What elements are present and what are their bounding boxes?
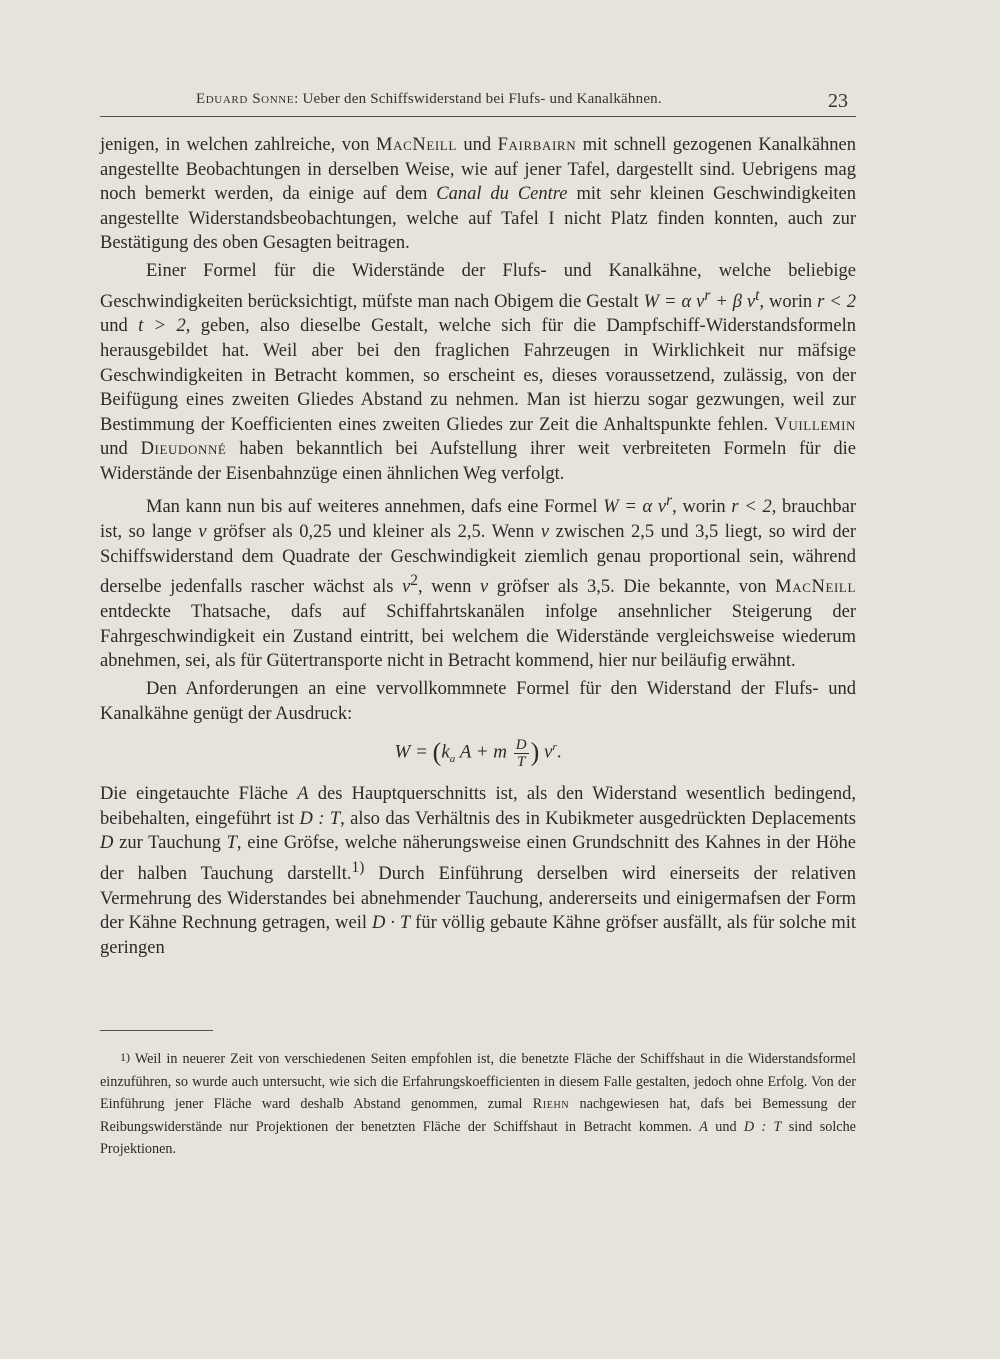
exponent: t: [755, 286, 760, 304]
text-run: Die eingetauchte Fläche: [100, 784, 298, 805]
inline-formula: D · T: [371, 913, 411, 934]
variable: v: [479, 577, 489, 598]
author-name: Riehn: [532, 1096, 570, 1113]
formula-k-subscript: a: [449, 753, 456, 766]
variable: v: [198, 522, 207, 543]
text-run: und: [100, 316, 139, 337]
text-run: sind solche Projektionen.: [100, 1118, 856, 1158]
body-text: [100, 133, 856, 961]
text-run: und: [456, 135, 498, 155]
paragraph-2: [100, 259, 856, 487]
inline-formula: D : T: [299, 808, 341, 829]
variable: v: [402, 577, 411, 598]
text-run: entdeckte Thatsache, dafs auf Schiffahrtskanälen infolge ansehnlicher Steigerung der Fahrgeschwindigkeit ein Zustand eintritt, bei welchem die Widerstände vergleichsweise wiederum abnehmen, sei, als für Gütertransporte nicht in Betracht kommend, hier nur beiläufig erwähnt.: [100, 602, 856, 672]
author-name: MacNeill: [775, 577, 856, 598]
inline-formula: D : T: [743, 1118, 782, 1135]
formula-fraction: [514, 737, 529, 770]
text-run: Den Anforderungen an eine vervollkommnete Formel für den Widerstand der Flufs- und Kanalkähne genügt der Ausdruck:: [100, 678, 856, 724]
formula-k: k: [441, 741, 450, 763]
text-run: Man kann nun bis auf weiteres annehmen, dafs eine Formel: [146, 497, 604, 518]
paragraph-3: [100, 489, 856, 673]
formula-paren-open: (: [432, 737, 442, 767]
footnote-marker: 1): [120, 1050, 130, 1064]
text-run: Weil in neuerer Zeit von verschiedenen Seiten empfohlen ist, die benetzte Fläche der Schiffshaut in die Widerstandsformel einzuführen, so wurde auch untersucht, wie sich die Erfahrungskoefficienten in diesem Falle gestalten, jedoch ohne Erfolg. Von der Einführung jener Fläche ward deshalb Abstand genommen, zumal: [100, 1051, 856, 1113]
author-name: Vuillemin: [774, 414, 856, 435]
variable: v: [540, 522, 550, 543]
text-run: , also das Verhältnis des in Kubikmeter ausgedrückten Deplacements: [340, 808, 856, 829]
footnote-divider: [100, 1030, 213, 1031]
canal-name: Canal du Centre: [436, 184, 568, 205]
text-run: mit schnell gezogenen Kanalkähnen angestellte Beobachtungen in derselben Weise, wie auf jener Tafel, dargestellt sind. Uebrigens mag noch bemerkt werden, da einige auf dem: [100, 135, 856, 205]
header-title-text: : Ueber den Schiffswiderstand bei Flufs- und Kanalkähnen.: [294, 91, 662, 107]
exponent: 2: [410, 572, 418, 590]
author-name: Fairbairn: [497, 135, 577, 155]
text-run: für völlig gebaute Kähne gröfser ausfällt, als für solche mit geringen: [100, 913, 856, 958]
variable: D: [100, 833, 114, 854]
text-run: des Hauptquerschnitts ist, als den Widerstand wesentlich bedingend, beibehalten, eingeführt ist: [100, 784, 857, 829]
text-run: jenigen, in welchen zahlreiche, von: [100, 135, 377, 155]
text-run: , brauchbar ist, so lange: [100, 497, 856, 543]
fraction-numerator: D: [515, 736, 527, 753]
text-run: , eine Gröfse, welche näherungsweise einen Grundschnitt des Kahnes in der Höhe der halben Tauchung darstellt.: [100, 833, 856, 885]
running-header: [100, 88, 856, 117]
text-run: nachgewiesen hat, dafs bei Bemessung der Reibungswiderstände nur Projektionen der benetzten Fläche der Schiffshaut in Betracht kommen.: [100, 1096, 857, 1135]
inline-formula: r < 2: [817, 291, 856, 312]
text-run: haben bekanntlich bei Aufstellung ihrer weit verbreiteten Formeln für die Widerstände der Eisenbahnzüge einen ähnlichen Weg verfolgt.: [100, 439, 856, 484]
variable: A: [297, 784, 309, 805]
page-number: 23: [828, 90, 848, 112]
author-name: Dieudonné: [140, 439, 227, 460]
variable: T: [226, 833, 237, 854]
footnote: [100, 1046, 856, 1161]
inline-formula: W = α v: [643, 291, 705, 312]
text-run: und: [707, 1118, 744, 1135]
display-formula: [100, 730, 856, 776]
paragraph-4: [100, 677, 856, 726]
paragraph-5: [100, 782, 856, 960]
paragraph-1: [100, 133, 856, 256]
text-run: gröfser als 3,5. Die bekannte, von: [488, 577, 776, 598]
formula-exponent: r: [552, 741, 557, 754]
formula-term: A + m: [455, 741, 512, 763]
inline-formula: W = α v: [603, 497, 667, 518]
text-run: gröfser als 0,25 und kleiner als 2,5. Wenn: [206, 522, 541, 543]
formula-v: v: [539, 741, 553, 763]
formula-paren-close: ): [530, 737, 540, 767]
exponent: r: [704, 286, 711, 304]
author-name: MacNeill: [376, 135, 457, 155]
header-author: Eduard Sonne: [196, 91, 295, 107]
inline-formula: t > 2: [138, 316, 186, 337]
inline-formula: r < 2: [731, 497, 772, 518]
inline-formula: + β v: [710, 291, 756, 312]
header-title: [196, 91, 662, 108]
formula-lhs: W =: [394, 741, 433, 763]
text-run: zur Tauchung: [113, 833, 227, 854]
variable: A: [699, 1118, 708, 1135]
text-run: Einer Formel für die Widerstände der Flufs- und Kanalkähne, welche beliebige Geschwindigkeiten berücksichtigt, müfste man nach Obigem die Gestalt: [100, 260, 856, 312]
text-run: , wenn: [417, 577, 480, 598]
footnote-reference[interactable]: 1): [351, 859, 365, 877]
text-run: , geben, also dieselbe Gestalt, welche sich für die Dampfschiff-Widerstandsformeln herausgebildet hat. Weil aber bei den fraglichen Fahrzeugen in Wirklichkeit nur mäfsige Geschwindigkeiten in Betracht kommen, so erscheint es, dieses voraussetzend, zulässig, von der Beifügung eines zweiten Gliedes Abstand zu nehmen. Man ist hierzu sogar gezwungen, weil zur Bestimmung der Koefficienten eines zweiten Gliedes zur Zeit die Anhaltspunkte fehlen.: [100, 316, 857, 435]
text-run: , worin: [759, 291, 818, 312]
exponent: r: [666, 492, 673, 510]
text-run: und: [100, 439, 141, 460]
formula-end: .: [556, 741, 562, 763]
text-run: Durch Einführung derselben wird einerseits der relativen Vermehrung des Widerstandes bei abnehmender Tauchung, andererseits und einigermafsen der Form der Kähne Rechnung getragen, weil: [100, 864, 856, 934]
fraction-denominator: T: [517, 753, 526, 770]
text-run: zwischen 2,5 und 3,5 liegt, so wird der Schiffswiderstand dem Quadrate der Geschwindigkeit ziemlich genau proportional sein, während derselbe jedenfalls rascher wächst als: [100, 522, 856, 598]
text-run: mit sehr kleinen Geschwindigkeiten angestellte Widerstandsbeobachtungen, welche auf Tafel I nicht Platz finden konnten, auch zur Bestätigung des oben Gesagten beitragen.: [100, 184, 856, 254]
text-run: , worin: [672, 497, 732, 518]
